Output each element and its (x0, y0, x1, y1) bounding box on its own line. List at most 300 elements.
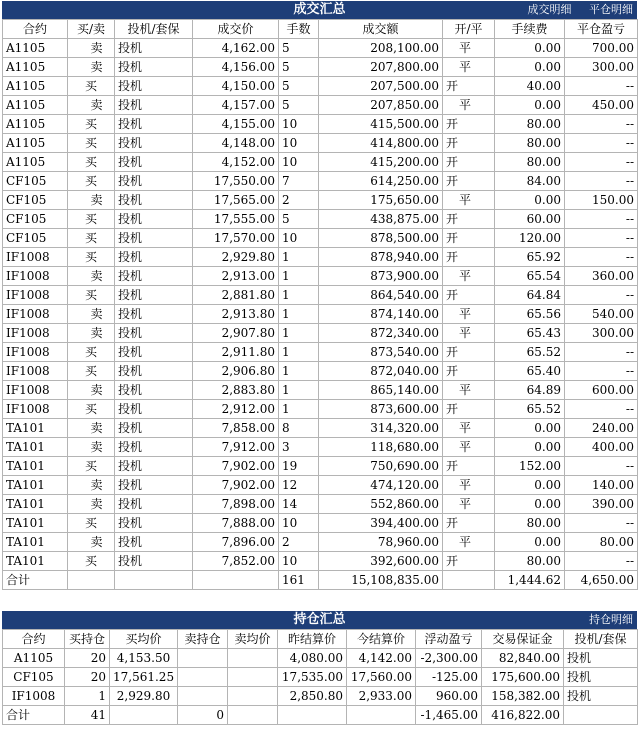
cell-price (193, 571, 279, 590)
cell-price: 2,911.80 (193, 343, 279, 362)
cell-close-pnl: -- (565, 400, 638, 419)
cell-close-pnl: 360.00 (565, 267, 638, 286)
cell-side: 卖 (68, 267, 115, 286)
cell-settle: 17,560.00 (347, 668, 416, 687)
cell-buy-avg: 2,929.80 (110, 687, 178, 706)
cell-amount: 208,100.00 (319, 39, 443, 58)
cell-float-pnl: -125.00 (416, 668, 482, 687)
cell-contract: TA101 (3, 495, 68, 514)
cell-contract: IF1008 (3, 248, 68, 267)
cell-open-close: 开 (443, 457, 495, 476)
close-detail-link[interactable]: 平仓明细 (589, 3, 633, 16)
cell-open-close: 开 (443, 153, 495, 172)
cell-sell-avg (228, 706, 278, 725)
cell-sell-avg (228, 687, 278, 706)
table-row (3, 134, 638, 153)
cell-buy-avg: 4,153.50 (110, 649, 178, 668)
cell-amount: 873,900.00 (319, 267, 443, 286)
cell-close-pnl: 450.00 (565, 96, 638, 115)
cell-open-close: 开 (443, 77, 495, 96)
cell-fee: 0.00 (495, 495, 565, 514)
cell-hedge: 投机 (115, 172, 193, 191)
cell-side: 买 (68, 552, 115, 571)
cell-close-pnl: 700.00 (565, 39, 638, 58)
cell-lots: 1 (279, 305, 319, 324)
table-row (3, 476, 638, 495)
cell-amount: 878,500.00 (319, 229, 443, 248)
cell-open-close: 平 (443, 305, 495, 324)
cell-sell-avg (228, 649, 278, 668)
cell-open-close: 平 (443, 476, 495, 495)
cell-side: 买 (68, 514, 115, 533)
cell-prev-settle (278, 706, 347, 725)
cell-hedge: 投机 (564, 649, 638, 668)
cell-settle: 4,142.00 (347, 649, 416, 668)
cell-contract: TA101 (3, 438, 68, 457)
cell-sell-qty (178, 668, 228, 687)
cell-contract: IF1008 (3, 400, 68, 419)
positions-links (575, 611, 633, 629)
cell-contract: IF1008 (3, 381, 68, 400)
cell-side: 买 (68, 172, 115, 191)
pos-header-contract: 合约 (3, 630, 65, 649)
cell-close-pnl: -- (565, 172, 638, 191)
cell-contract: IF1008 (3, 687, 65, 706)
cell-close-pnl: -- (565, 115, 638, 134)
cell-side: 卖 (68, 438, 115, 457)
cell-fee: 65.43 (495, 324, 565, 343)
trades-summary-header (2, 1, 637, 19)
cell-margin: 158,382.00 (482, 687, 564, 706)
cell-amount: 474,120.00 (319, 476, 443, 495)
table-row (3, 533, 638, 552)
cell-margin: 82,840.00 (482, 649, 564, 668)
cell-open-close: 开 (443, 210, 495, 229)
cell-amount: 873,600.00 (319, 400, 443, 419)
cell-contract: TA101 (3, 533, 68, 552)
cell-contract: IF1008 (3, 286, 68, 305)
table-row (3, 514, 638, 533)
positions-table (2, 629, 638, 725)
table-row (3, 305, 638, 324)
cell-fee: 1,444.62 (495, 571, 565, 590)
cell-open-close: 开 (443, 115, 495, 134)
cell-close-pnl: 4,650.00 (565, 571, 638, 590)
cell-close-pnl: -- (565, 286, 638, 305)
cell-lots: 161 (279, 571, 319, 590)
cell-lots: 5 (279, 58, 319, 77)
cell-contract: CF105 (3, 668, 65, 687)
pos-header-buy-qty: 买持仓 (65, 630, 110, 649)
cell-fee: 40.00 (495, 77, 565, 96)
cell-side: 卖 (68, 324, 115, 343)
cell-hedge: 投机 (115, 400, 193, 419)
cell-contract: IF1008 (3, 362, 68, 381)
cell-prev-settle: 4,080.00 (278, 649, 347, 668)
cell-open-close: 开 (443, 172, 495, 191)
cell-side: 买 (68, 153, 115, 172)
table-row (3, 400, 638, 419)
table-row (3, 267, 638, 286)
cell-fee: 0.00 (495, 58, 565, 77)
cell-amount: 207,850.00 (319, 96, 443, 115)
table-row (3, 39, 638, 58)
cell-price: 4,148.00 (193, 134, 279, 153)
cell-price: 7,902.00 (193, 476, 279, 495)
cell-lots: 2 (279, 533, 319, 552)
cell-hedge: 投机 (115, 267, 193, 286)
cell-contract: TA101 (3, 514, 68, 533)
cell-amount: 118,680.00 (319, 438, 443, 457)
cell-amount: 207,500.00 (319, 77, 443, 96)
cell-side (68, 571, 115, 590)
cell-margin: 175,600.00 (482, 668, 564, 687)
cell-close-pnl: 540.00 (565, 305, 638, 324)
cell-side: 卖 (68, 96, 115, 115)
cell-close-pnl: -- (565, 457, 638, 476)
col-header-close-pnl: 平仓盈亏 (565, 20, 638, 39)
table-row (3, 668, 638, 687)
cell-fee: 0.00 (495, 476, 565, 495)
cell-amount: 207,800.00 (319, 58, 443, 77)
cell-hedge: 投机 (115, 115, 193, 134)
cell-side: 买 (68, 457, 115, 476)
col-header-price: 成交价 (193, 20, 279, 39)
cell-contract: IF1008 (3, 324, 68, 343)
cell-close-pnl: -- (565, 248, 638, 267)
cell-fee: 0.00 (495, 191, 565, 210)
cell-open-close: 平 (443, 267, 495, 286)
cell-contract: A1105 (3, 96, 68, 115)
cell-hedge: 投机 (115, 533, 193, 552)
cell-hedge: 投机 (115, 552, 193, 571)
cell-price: 4,152.00 (193, 153, 279, 172)
table-row (3, 115, 638, 134)
table-row (3, 362, 638, 381)
cell-price: 17,570.00 (193, 229, 279, 248)
cell-lots: 10 (279, 514, 319, 533)
cell-settle (347, 706, 416, 725)
cell-lots: 1 (279, 381, 319, 400)
cell-side: 卖 (68, 191, 115, 210)
cell-close-pnl: 140.00 (565, 476, 638, 495)
cell-amount: 414,800.00 (319, 134, 443, 153)
table-row (3, 343, 638, 362)
cell-price: 7,858.00 (193, 419, 279, 438)
cell-lots: 2 (279, 191, 319, 210)
cell-fee: 0.00 (495, 39, 565, 58)
pos-header-prev-settle: 昨结算价 (278, 630, 347, 649)
table-row (3, 58, 638, 77)
cell-open-close: 平 (443, 96, 495, 115)
cell-buy-avg (110, 706, 178, 725)
cell-close-pnl: 600.00 (565, 381, 638, 400)
cell-contract: CF105 (3, 172, 68, 191)
cell-lots: 14 (279, 495, 319, 514)
cell-open-close: 平 (443, 533, 495, 552)
cell-hedge: 投机 (115, 153, 193, 172)
cell-lots: 5 (279, 210, 319, 229)
cell-lots: 3 (279, 438, 319, 457)
cell-open-close: 开 (443, 134, 495, 153)
cell-side: 卖 (68, 39, 115, 58)
cell-price: 2,913.80 (193, 305, 279, 324)
cell-price: 7,888.00 (193, 514, 279, 533)
position-detail-link[interactable]: 持仓明细 (589, 613, 633, 626)
cell-close-pnl: 300.00 (565, 324, 638, 343)
cell-side: 买 (68, 210, 115, 229)
cell-side: 卖 (68, 495, 115, 514)
cell-hedge: 投机 (115, 229, 193, 248)
table-row (3, 153, 638, 172)
cell-hedge: 投机 (115, 438, 193, 457)
cell-contract: A1105 (3, 115, 68, 134)
positions-summary-header (2, 611, 637, 629)
cell-price: 2,881.80 (193, 286, 279, 305)
cell-lots: 19 (279, 457, 319, 476)
cell-float-pnl: 960.00 (416, 687, 482, 706)
cell-side: 买 (68, 362, 115, 381)
cell-hedge: 投机 (115, 305, 193, 324)
cell-hedge: 投机 (115, 58, 193, 77)
cell-hedge: 投机 (115, 362, 193, 381)
cell-lots: 12 (279, 476, 319, 495)
trades-header-row (3, 20, 638, 39)
cell-hedge: 投机 (115, 495, 193, 514)
table-row (3, 248, 638, 267)
cell-close-pnl: -- (565, 362, 638, 381)
cell-open-close: 开 (443, 229, 495, 248)
cell-fee: 84.00 (495, 172, 565, 191)
cell-lots: 1 (279, 286, 319, 305)
col-header-amount: 成交额 (319, 20, 443, 39)
cell-close-pnl: -- (565, 153, 638, 172)
cell-hedge: 投机 (115, 286, 193, 305)
cell-contract: CF105 (3, 191, 68, 210)
cell-lots: 10 (279, 115, 319, 134)
cell-open-close: 开 (443, 514, 495, 533)
cell-fee: 0.00 (495, 533, 565, 552)
cell-contract: IF1008 (3, 267, 68, 286)
cell-contract: A1105 (3, 134, 68, 153)
cell-contract: 合计 (3, 571, 68, 590)
cell-contract: A1105 (3, 649, 65, 668)
cell-contract: A1105 (3, 39, 68, 58)
cell-amount: 15,108,835.00 (319, 571, 443, 590)
cell-hedge: 投机 (115, 457, 193, 476)
cell-fee: 0.00 (495, 438, 565, 457)
cell-amount: 873,540.00 (319, 343, 443, 362)
table-row (3, 77, 638, 96)
cell-amount: 392,600.00 (319, 552, 443, 571)
cell-side: 买 (68, 286, 115, 305)
cell-contract: A1105 (3, 58, 68, 77)
cell-hedge: 投机 (115, 96, 193, 115)
cell-side: 卖 (68, 533, 115, 552)
cell-lots: 1 (279, 248, 319, 267)
cell-sell-qty (178, 649, 228, 668)
cell-side: 卖 (68, 305, 115, 324)
table-row (3, 457, 638, 476)
cell-amount: 552,860.00 (319, 495, 443, 514)
table-row (3, 191, 638, 210)
cell-fee: 120.00 (495, 229, 565, 248)
cell-contract: CF105 (3, 210, 68, 229)
cell-price: 7,898.00 (193, 495, 279, 514)
cell-hedge: 投机 (115, 476, 193, 495)
cell-open-close (443, 571, 495, 590)
cell-close-pnl: 150.00 (565, 191, 638, 210)
pos-header-sell-avg: 卖均价 (228, 630, 278, 649)
cell-amount: 78,960.00 (319, 533, 443, 552)
pos-header-buy-avg: 买均价 (110, 630, 178, 649)
trades-table (2, 19, 638, 590)
cell-prev-settle: 17,535.00 (278, 668, 347, 687)
cell-side: 买 (68, 400, 115, 419)
cell-contract: 合计 (3, 706, 65, 725)
cell-close-pnl: 390.00 (565, 495, 638, 514)
trade-detail-link[interactable]: 成交明细 (527, 3, 572, 16)
positions-header-row (3, 630, 638, 649)
cell-side: 卖 (68, 58, 115, 77)
table-row (3, 210, 638, 229)
cell-hedge: 投机 (115, 324, 193, 343)
cell-hedge: 投机 (115, 77, 193, 96)
cell-hedge: 投机 (115, 514, 193, 533)
cell-open-close: 开 (443, 362, 495, 381)
cell-sell-avg (228, 668, 278, 687)
cell-close-pnl: 80.00 (565, 533, 638, 552)
cell-fee: 80.00 (495, 514, 565, 533)
cell-amount: 874,140.00 (319, 305, 443, 324)
cell-close-pnl: 240.00 (565, 419, 638, 438)
table-row (3, 438, 638, 457)
pos-header-margin: 交易保证金 (482, 630, 564, 649)
cell-side: 买 (68, 248, 115, 267)
cell-hedge: 投机 (115, 210, 193, 229)
pos-header-float-pnl: 浮动盈亏 (416, 630, 482, 649)
cell-price: 2,912.00 (193, 400, 279, 419)
pos-header-sell-qty: 卖持仓 (178, 630, 228, 649)
cell-lots: 1 (279, 362, 319, 381)
cell-fee: 0.00 (495, 96, 565, 115)
cell-side: 买 (68, 134, 115, 153)
cell-price: 2,907.80 (193, 324, 279, 343)
cell-price: 4,155.00 (193, 115, 279, 134)
cell-open-close: 开 (443, 286, 495, 305)
cell-amount: 614,250.00 (319, 172, 443, 191)
cell-contract: TA101 (3, 419, 68, 438)
table-row (3, 552, 638, 571)
cell-fee: 60.00 (495, 210, 565, 229)
cell-hedge: 投机 (115, 419, 193, 438)
cell-amount: 438,875.00 (319, 210, 443, 229)
cell-open-close: 平 (443, 39, 495, 58)
table-row (3, 286, 638, 305)
cell-lots: 7 (279, 172, 319, 191)
cell-lots: 1 (279, 343, 319, 362)
cell-price: 4,156.00 (193, 58, 279, 77)
cell-contract: IF1008 (3, 343, 68, 362)
cell-contract: TA101 (3, 552, 68, 571)
cell-buy-qty: 41 (65, 706, 110, 725)
cell-fee: 152.00 (495, 457, 565, 476)
trades-links (514, 1, 634, 19)
cell-open-close: 开 (443, 552, 495, 571)
cell-fee: 64.84 (495, 286, 565, 305)
cell-open-close: 开 (443, 248, 495, 267)
positions-summary-title: 持仓汇总 (293, 612, 346, 627)
cell-lots: 10 (279, 153, 319, 172)
cell-lots: 5 (279, 77, 319, 96)
table-row (3, 229, 638, 248)
trades-summary-title: 成交汇总 (293, 2, 346, 17)
cell-prev-settle: 2,850.80 (278, 687, 347, 706)
cell-amount: 878,940.00 (319, 248, 443, 267)
cell-price: 7,896.00 (193, 533, 279, 552)
cell-price: 17,550.00 (193, 172, 279, 191)
cell-price: 7,912.00 (193, 438, 279, 457)
cell-lots: 10 (279, 229, 319, 248)
cell-contract: TA101 (3, 457, 68, 476)
cell-fee: 0.00 (495, 419, 565, 438)
cell-close-pnl: -- (565, 343, 638, 362)
cell-close-pnl: -- (565, 552, 638, 571)
table-row (3, 649, 638, 668)
table-row (3, 381, 638, 400)
cell-lots: 10 (279, 552, 319, 571)
cell-fee: 65.52 (495, 400, 565, 419)
cell-price: 2,913.00 (193, 267, 279, 286)
cell-settle: 2,933.00 (347, 687, 416, 706)
pos-header-hedge: 投机/套保 (564, 630, 638, 649)
cell-open-close: 平 (443, 438, 495, 457)
col-header-fee: 手续费 (495, 20, 565, 39)
cell-hedge: 投机 (115, 248, 193, 267)
cell-open-close: 开 (443, 400, 495, 419)
positions-total-row (3, 706, 638, 725)
cell-hedge: 投机 (564, 687, 638, 706)
cell-close-pnl: -- (565, 77, 638, 96)
cell-float-pnl: -2,300.00 (416, 649, 482, 668)
cell-contract: IF1008 (3, 305, 68, 324)
cell-amount: 865,140.00 (319, 381, 443, 400)
table-row (3, 324, 638, 343)
cell-side: 卖 (68, 381, 115, 400)
col-header-lots: 手数 (279, 20, 319, 39)
cell-margin: 416,822.00 (482, 706, 564, 725)
cell-hedge: 投机 (115, 343, 193, 362)
cell-lots: 5 (279, 39, 319, 58)
cell-open-close: 平 (443, 495, 495, 514)
cell-amount: 750,690.00 (319, 457, 443, 476)
cell-lots: 1 (279, 400, 319, 419)
cell-fee: 65.92 (495, 248, 565, 267)
cell-side: 卖 (68, 419, 115, 438)
cell-fee: 80.00 (495, 115, 565, 134)
cell-open-close: 平 (443, 191, 495, 210)
cell-price: 7,902.00 (193, 457, 279, 476)
cell-close-pnl: -- (565, 210, 638, 229)
cell-side: 买 (68, 343, 115, 362)
cell-lots: 5 (279, 96, 319, 115)
cell-price: 2,883.80 (193, 381, 279, 400)
cell-fee: 64.89 (495, 381, 565, 400)
cell-price: 17,555.00 (193, 210, 279, 229)
cell-price: 17,565.00 (193, 191, 279, 210)
cell-open-close: 开 (443, 343, 495, 362)
cell-lots: 10 (279, 134, 319, 153)
